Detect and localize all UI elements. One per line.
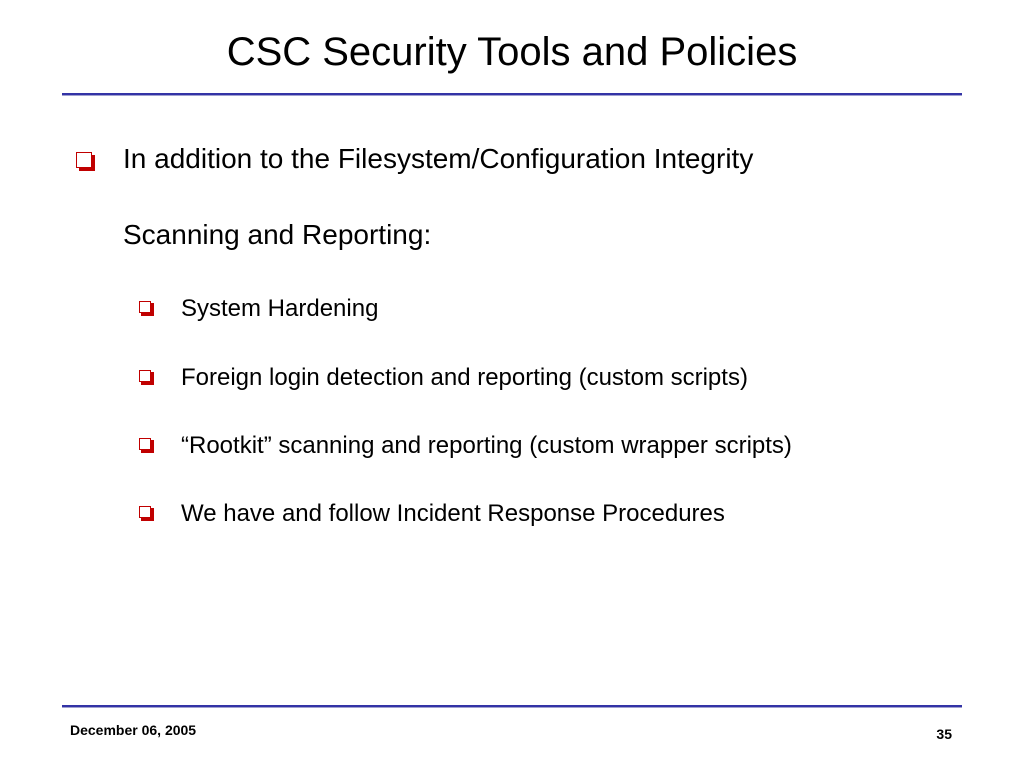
main-bullet xyxy=(76,140,936,254)
main-bullet-line-1: In addition to the Filesystem/Configuration Integrity xyxy=(123,143,754,174)
sub-bullet xyxy=(139,362,959,394)
slide-title: CSC Security Tools and Policies xyxy=(226,30,798,74)
main-bullet-text xyxy=(123,140,753,254)
sub-bullet-text: “Rootkit” scanning and reporting (custom wrapper scripts) xyxy=(181,432,792,459)
page-number: 35 xyxy=(936,726,952,742)
sub-bullet xyxy=(139,430,959,462)
footer-date: December 06, 2005 xyxy=(70,722,197,738)
square-bullet-icon xyxy=(139,438,155,454)
square-bullet-icon xyxy=(139,506,155,522)
square-bullet-icon xyxy=(139,301,155,317)
square-bullet-icon xyxy=(139,370,155,386)
title-divider xyxy=(62,93,962,96)
main-bullet-line-2: Scanning and Reporting: xyxy=(123,219,432,250)
sub-bullet xyxy=(139,498,959,530)
square-bullet-icon xyxy=(76,152,96,172)
sub-bullet-text: System Hardening xyxy=(181,295,379,322)
sub-bullet xyxy=(139,293,959,325)
footer-divider xyxy=(62,705,962,708)
sub-bullet-text: Foreign login detection and reporting (custom scripts) xyxy=(181,364,748,391)
sub-bullet-text: We have and follow Incident Response Procedures xyxy=(181,500,725,527)
